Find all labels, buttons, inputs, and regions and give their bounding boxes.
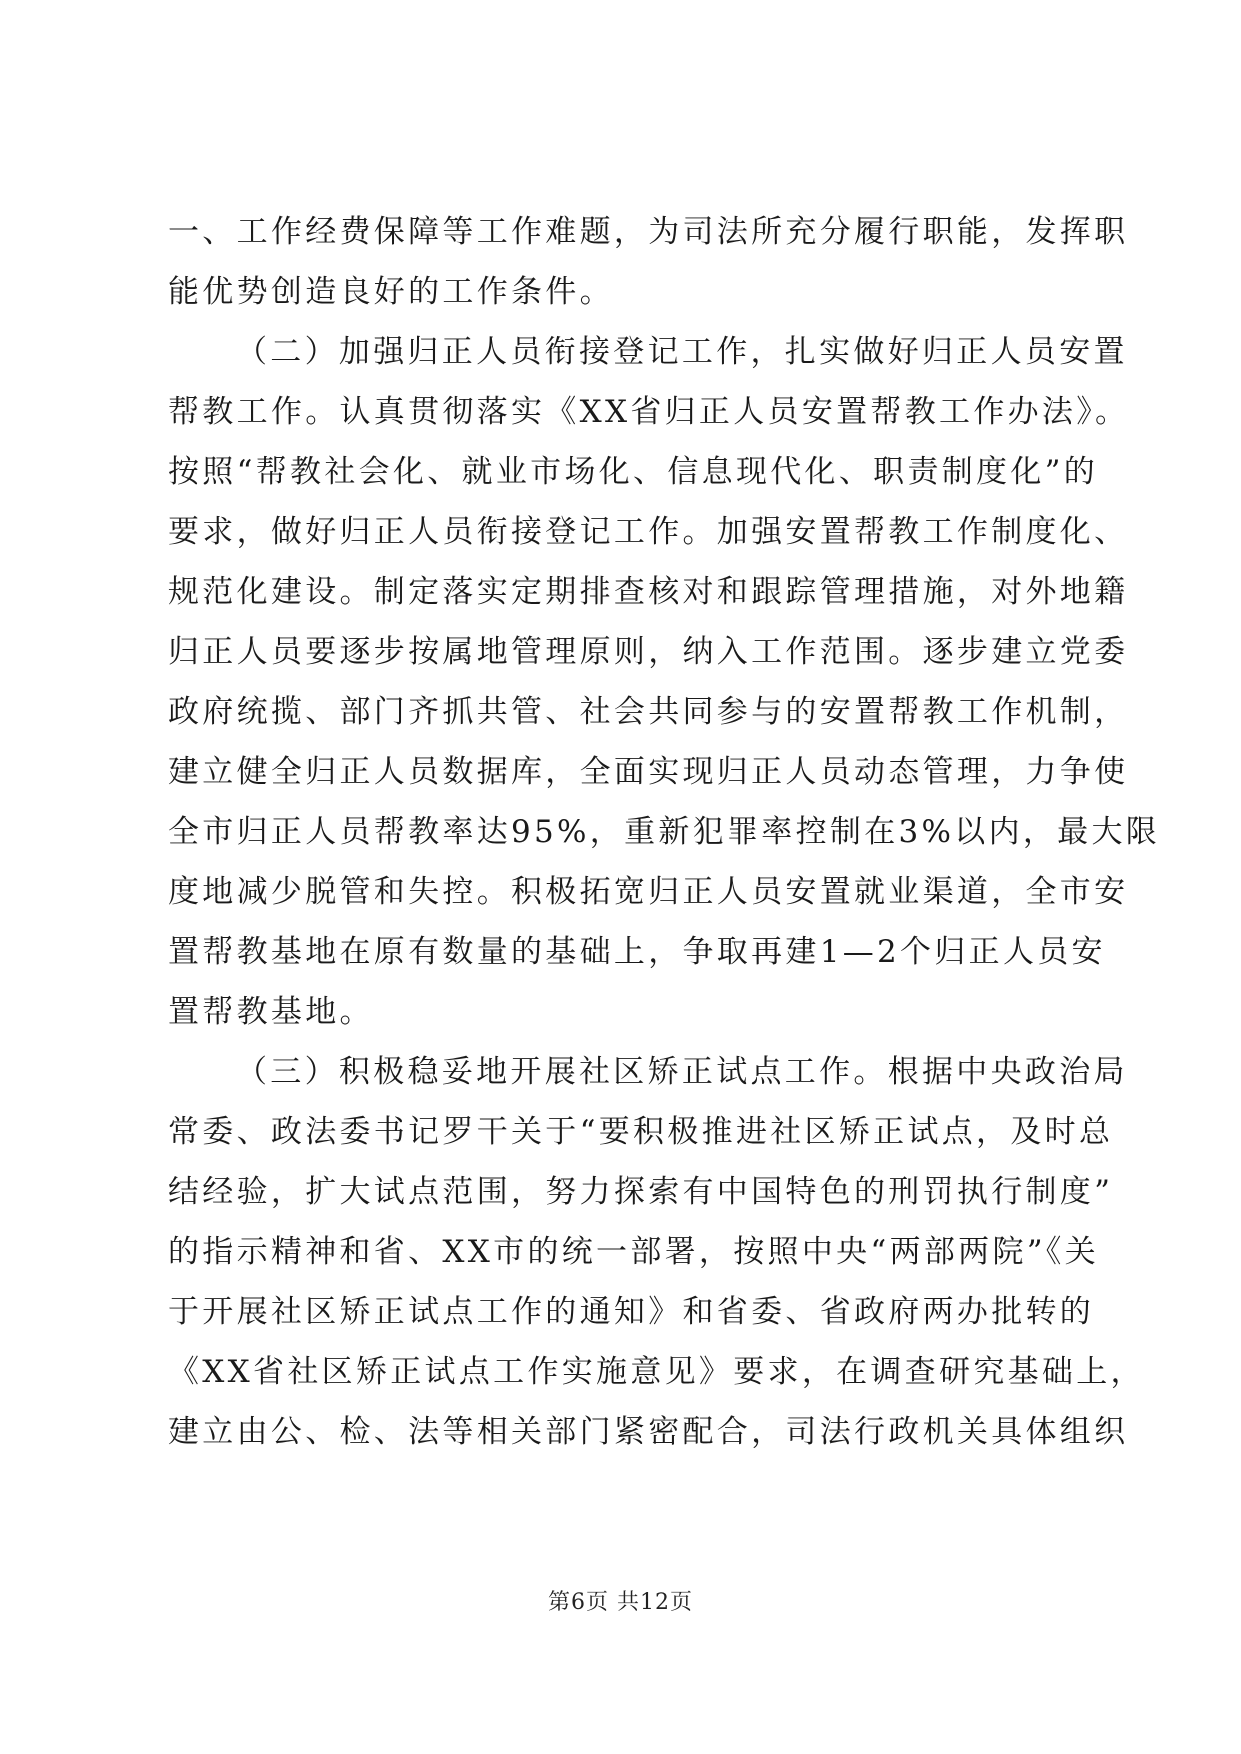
page-number-footer: 第6页 共12页 [548,1590,693,1615]
body-text-line: 常委、政法委书记罗干关于“要积极推进社区矫正试点，及时总 [168,1114,1114,1150]
body-text-line: 归正人员要逐步按属地管理原则，纳入工作范围。逐步建立党委 [168,634,1129,670]
body-text-line: 能优势创造良好的工作条件。 [168,274,614,310]
paragraph-start-line: （三）积极稳妥地开展社区矫正试点工作。根据中央政治局 [236,1054,1128,1090]
body-text-line: 建立健全归正人员数据库，全面实现归正人员动态管理，力争使 [168,754,1129,790]
body-text-line: 的指示精神和省、XX市的统一部署，按照中央“两部两院”《关 [168,1234,1100,1270]
body-text-line: 结经验，扩大试点范围，努力探索有中国特色的刑罚执行制度” [168,1174,1114,1210]
body-text-line: 全市归正人员帮教率达95%，重新犯罪率控制在3%以内，最大限 [168,814,1161,850]
body-text-line: 要求，做好归正人员衔接登记工作。加强安置帮教工作制度化、 [168,514,1129,550]
body-text-line: 政府统揽、部门齐抓共管、社会共同参与的安置帮教工作机制， [168,694,1129,730]
body-text-line: 度地减少脱管和失控。积极拓宽归正人员安置就业渠道，全市安 [168,874,1129,910]
body-text-line: 置帮教基地。 [168,994,374,1030]
body-text-line: 于开展社区矫正试点工作的通知》和省委、省政府两办批转的 [168,1294,1095,1330]
body-text-line: 规范化建设。制定落实定期排查核对和跟踪管理措施，对外地籍 [168,574,1129,610]
body-text-line: 一、工作经费保障等工作难题，为司法所充分履行职能，发挥职 [168,214,1129,250]
body-text-line: 帮教工作。认真贯彻落实《XX省归正人员安置帮教工作办法》。 [168,394,1130,430]
paragraph-start-line: （二）加强归正人员衔接登记工作，扎实做好归正人员安置 [236,334,1128,370]
body-text-line: 《XX省社区矫正试点工作实施意见》要求，在调查研究基础上， [168,1354,1145,1390]
body-text-line: 置帮教基地在原有数量的基础上，争取再建1—2个归正人员安 [168,934,1106,970]
body-text-line: 按照“帮教社会化、就业市场化、信息现代化、职责制度化”的 [168,454,1099,490]
body-text-line: 建立由公、检、法等相关部门紧密配合，司法行政机关具体组织 [168,1414,1129,1450]
